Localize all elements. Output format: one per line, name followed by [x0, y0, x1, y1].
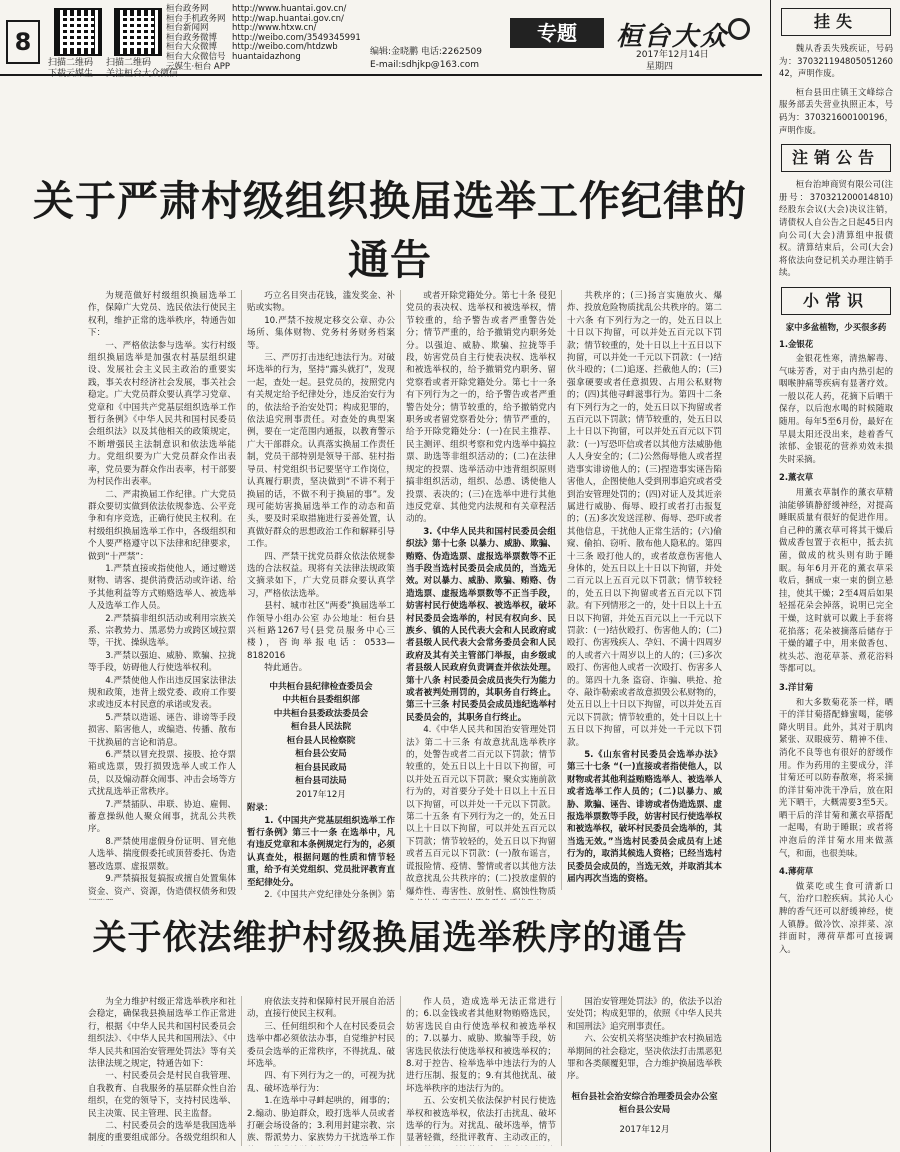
- notice2-column-2: 府依法支持和保障村民开展自治活动，直接行使民主权利。 三、任何组织和个人在村民委员会选举中都必须依法办事，自觉维护村民委员会选举的正常秩序，不得扰乱、破坏选举。 四、有下列行为之一的，可视为扰乱、破坏选举行为： 1.在选举中寻衅起哄的，闹事的；2.煽动、胁迫群众，殴打选举人员或者打砸会场设备的；3.利用封建宗教、宗族、帮派势力、家族势力干扰选举工作: [247, 997, 395, 1144]
- column-divider: [400, 996, 401, 1146]
- link-url[interactable]: http://weibo.com/3549345991: [232, 32, 361, 43]
- lost-notices: 魏从香丢失残疾证，号码为：370321194805051260 42，声明作废。 桓台县田庄镇王文峰综合服务部丢失营业执照正本，号码为：370321600100196，声明作废。: [779, 43, 893, 135]
- brand-logo: 桓台大众: [616, 22, 729, 52]
- issue-date: 2017年12月14日 星期四: [636, 50, 709, 72]
- notice1-column-3: 或者开除党籍处分。第七十条 侵犯党员的表决权、选举权和被选举权，情节较重的，给予警告或者严重警告处分；情节严重的，给予撤销党内职务处分。以强迫、威胁、欺骗、拉拢等手段，妨害党员自主行使表决权、选举权和被选举权的，给予撤销党内职务、留党察看或者开除党籍处分。第七十一条 有下列行为之一的，给予警告或者严重警告处分；情节较重的，给予撤销党内职务或者留党察看处分；情节严重的，给予开除党籍处分：(一)在民主推荐、民主测评、组织考察和党内选举中搞拉票、助选等非组织活动的；(二)在法律规定的投票、选举活动中违背组织原则搞非组织活动，组织、怂恿、诱使他人投票、表决的；(三)在选举中进行其他违反党章、其他党内法规和有关章程活动的。 3.《中华人民共和国村民委员会组织法》第十七条 以暴力、威胁、欺骗、贿赂、伪造选票、虚报选举票数等不正当手段当选村民委员会成员的，当选无效。对以暴力、威胁、欺骗、贿赂、伪造选票、虚报选举票数等不正当手段，妨害村民行使选举权、被选举权，破坏村民委员会选举的，村民有权向乡、民族乡、镇的人民代表大会和人民政府或者县级人民代表大会常务委员会和人民政府及其有关主管部门举报，由乡级或者县级人民政府负责调查并依法处理。第十八条 村民委员会成员丧失行为能力或者被判处刑罚的，其职务自行终止。第三十三条 村民委员会成员违纪选举村民委员会的，其职务自行终止。 4.《中华人民共和国治安管理处罚法》第二十三条 有故意扰乱选举秩序的，处警告或者二百元以下罚款；情节较重的，处五日以上十日以下拘留，可以并处五百元以下罚款；聚众实施前款行为的，对首要分子处十日以上十五日以下拘留，可以并处一千元以下罚款。第二十五条 有下列行为之一的，处五日以上十日以下拘留，可以并处五百元以下罚款；情节较轻的，处五日以下拘留或者五百元以下罚款：(一)散布谣言，谎报险情、疫情、警情或者以其他方法故意扰乱公共秩序的；(二)投放虚假的爆炸性、毒害性、放射性、腐蚀性物质: [406, 291, 556, 897]
- link-url: huantaidazhong: [232, 51, 301, 62]
- lost-notice-heading: 挂失: [781, 8, 891, 36]
- qr-code-wechat: [114, 8, 162, 56]
- notice2-column-3: 作人员，造成选举无法正常进行的；6.以金钱或者其他财物贿赂选民，妨害选民自由行使选举权和被选举权的；7.以暴力、威胁、欺骗等手段，妨害选民依法行使选举权和被选举权的；8.对于控告、检举选举中违法行为的人进行压制、报复的；9.有其他扰乱、破坏选举秩序的违法行为的。 五、公安机关依法保护村民行使选举权和被选举权，依法打击扰乱、破坏选举的行为。对扰乱、破坏选举，情节显著轻微，经批评教育、主动改正的，: [406, 997, 556, 1144]
- link-url[interactable]: http://weibo.com/htdzwb: [232, 42, 338, 53]
- cancel-notice-heading: 注销公告: [781, 144, 891, 172]
- media-links: [166, 5, 361, 72]
- link-row: 桓台政务微博 http://weibo.com/3549345991: [166, 32, 361, 43]
- notice2-column-1: 为全力维护村级正常选举秩序和社会稳定，确保我县换届选举工作正常进行，根据《中华人民共和国村民委员会组织法》、《中华人民共和国刑法》、《中华人民共和国治安管理处罚法》等有关法律法规之规定，特通告如下： 一、村民委员会是村民自我管理、自我教育、自我服务的基层群众性自治组织，在党的领导下，支持村民选举、民主决策、民主管理、民主监督。 二、村民委员会的选举是我国选举制度的重要组成部分。各级党组织和人: [88, 997, 236, 1144]
- link-url[interactable]: http://www.htxw.cn/: [232, 23, 317, 34]
- link-row: 桓台大众微信号 huantaidazhong: [166, 51, 301, 62]
- masthead: [0, 0, 762, 79]
- notice2-signers: 桓台县社会治安综合治理委员会办公室 桓台县公安局 2017年12月: [571, 1091, 718, 1135]
- notice2-column-4: 国治安管理处罚法》的，依法予以治安处罚；构成犯罪的，依照《中华人民共和国刑法》追究刑事责任。 六、公安机关将坚决维护农村换届选举期间的社会稳定，坚决依法打击黑恶犯罪和各类颠覆犯罪，合力维护换届选举秩序。 桓台县社会治安综合治理委员会办公室 桓台县公安局 2017年12月: [567, 996, 722, 1146]
- link-url[interactable]: http://wap.huantai.gov.cn/: [232, 13, 344, 24]
- link-row: 桓台新闻网 http://www.htxw.cn/: [166, 23, 317, 34]
- column-divider: [561, 290, 562, 890]
- tips-heading: 小常识: [781, 287, 891, 315]
- brand-emblem-icon: [728, 18, 750, 40]
- link-row: 桓台大众微博 http://weibo.com/htdzwb: [166, 42, 338, 53]
- cancel-notices: 桓台治坤商贸有限公司(注册号：370321200014810)经股东会议(大会)决议注销，请债权人自公告之日起45日内向公司(大会)清算组申报债权。清算结束后，公司(大会)将依法向登记机关办理注销手续。: [779, 179, 893, 278]
- email-link[interactable]: E-mail:sdhjkp@163.com: [370, 60, 480, 70]
- notice1-title: 关于严肃村级组织换届选举工作纪律的通告: [33, 177, 747, 284]
- link-row: 云媒生·桓台 APP: [166, 61, 230, 72]
- column-divider: [241, 290, 242, 890]
- qr-code-app: [54, 8, 102, 56]
- qr-caption-left: 扫描二维码 下载云媒生: [48, 58, 94, 79]
- section-tag: 专题: [510, 18, 604, 48]
- notice2-title: 关于依法维护村级换届选举秩序的通告: [92, 918, 688, 958]
- link-url[interactable]: http://www.huantai.gov.cn/: [232, 4, 347, 14]
- page-number: 8: [6, 20, 40, 64]
- classifieds-sidebar: [770, 0, 900, 1152]
- tips-section: 家中多盆植物，少买很多药 1.金银花 金银花性寒，清热解毒、气味芳香，对于由内热引起的咽喉肿痛等疾病有显著疗效。一般以花人药，花摘下后晒干保存，以后泡水喝的时候随取随用。每年5至6月份，最好在早晨太阳还没出来，趁着香气浓郁、金银花的营养劝效未损失时采摘。 2.薰衣草 用薰衣草制作的薰衣草精油能够镇静舒缓神经，对提高睡眠质量有很好的促进作用。自己种的薰衣草可将其干燥后做成香包置于衣柜中，抵去抗菌，做成的枕头则有助于睡眠。每年6月开花的薰衣草采收后，捆成一束一束的倒立悬挂，使其干燥；2至4周后如果轻摇花朵会掉落，说明已完全干燥，这时就可以戴上手套将花掐落；花朵被摘落后储存于干燥的罐子中，用来做香包、枕头芯、泡花草茶、煮花浴料等都可以。 3.洋甘菊 和大多数菊花茶一样，晒干的洋甘菊搭配蜂蜜喝，能够降火明目。此外，其对于肌肉紧张、双眼疲劳、精神不佳、消化不良等也有很好的舒缓作用。作为药用的主要成分，洋甘菊还可以防春散寒，将采摘的洋甘菊冲洗干净后，放在阳光下晒干，大概需要3至5天。晒干后的洋甘菊和薰衣草搭配一起喝，有助于睡眠；或者将冲泡后的洋甘菊水用来做蒸气，和面，也很美味。 4.薄荷草 做菜吃或生食可清新口气，治疗口腔疾病。其沁人心脾的香气还可以舒缓神经，使人镇静。做冷饮、凉拌菜、凉拌面时，薄荷草都可直接调入。: [779, 321, 893, 954]
- notice1-column-2: 巧立名目突击花钱，滥发奖金、补贴或实物。 10.严禁不按规定移交公章、办公场所、集体财物、党务村务财务档案等。 三、严厉打击违纪违法行为。对破坏选举的行为，坚持“露头就打”，发现一起，查处一起。县党员的，按照党内有关规定给予纪律处分，违反治安行为的，依法给予治安处罚；构成犯罪的，依法追究刑事责任。对查处的典型案例，要在一定范围内通报，以教育警示广大干部群众。认真落实换届工作责任制，党员干部特别是领导干部、驻村指导员、村党组织书记要坚守工作岗位，认真履行职责，坚决做到“不讲不利于换届的话，不做不利于换届的事”。发现可能妨害换届选举工作的动态和苗头，要及时采取措施进行妥善处置，认真做好群众的思想政治工作和解释引导工作。 四、严禁干扰党员群众依法依规参选的合法权益。现将有关法律法规政策文摘录如下，广大党员群众要认真学习，严格依法选举。 县村、城市社区“两委”换届选举工作领导小组办公室 办公地址：桓台县兴桓路1267号(县党员服务中心三楼)，咨询举报电话：0533—8182016 特此通告。 中共桓台县纪律检查委员会 中共桓台县委组织部 中共桓台县委政法委员会 桓台县人民法院 桓台县人民检察院 桓台县公安局 桓台县民政局 桓台县司法局 2017年12月 附录： 1.《中国共产党基层组织选举工作暂行条例》第三十一条 在选举中，凡有违反党章和本条例规定行为的，必须认真查处，根据问题的性质和情节轻重，给予有关党组织、党员批评教育直至纪律处分。 2.《中国共产党纪律处分条例》第: [247, 291, 395, 900]
- qr-caption-right: 扫描二维码 关注桓台大众微信: [106, 58, 179, 79]
- notice1-column-1: 为规范做好村级组织换届选举工作，保障广大党员、选民依法行使民主权利，维护正常的选举秩序，特通告如下： 一、严格依法参与选举。实行村级组织换届选举是加强农村基层组织建设、发展社会主义民主政治的重要实践，事关农村经济社会发展，事关社会稳定。广大党员群众要认真学习党章、党章和《中国共产党基层组织选举工作暂行条例》《中华人民共和国村民委员会组织法》以及其他相关的政策规定，不断增强民主法制意识和依法选举能力。党组织要为广大党员群众作出表率，党员要为群众作出表率，村干部要为村民作出表率。 二、严肃换届工作纪律。广大党员群众要切实做到依法依规参选、公平竞争和有序竞选，正确行使民主权利。在村级组织换届选举工作中，各级组织和个人要严格遵守以下法律和纪律要求，做到“十严禁”： 1.严禁直接或指使他人，通过赠送财物、请客、提供消费活动或许诺、给予其他利益等方式贿赂选举人、被选举人及选举工作人员。 2.严禁搞非组织活动或利用宗族关系、宗教势力、黑恶势力或跨区域拉票等，干扰、操纵选举。 3.严禁以强迫、威胁、欺骗、拉拢等手段，妨碍他人行使选举权利。 4.严禁使他人作出违反国家法律法规和政策，违背上级党委、政府工作要求或违反本村民意的承诺或发表。 5.严禁以造谣、诬告、诽谤等手段损害、陷害他人，或编造、传播、散布干扰换届的言论和消息。 6.严禁以冒充投票、接股、抢夺票箱或选票，毁打损毁选举人或工作人员，以及煽动群众闹事、冲击会场等方式扰乱选举正常秩序。 7.严禁插队、串联、协迫、雇佣、蓄意操纵他人聚众闹事，扰乱公共秩序。 8.严禁使用虚假身份证明、冒充他人选举、揣度假委托或顶替委托、伪造篡改选票、虚报票数。 9.严禁搞报复搞报或擅自处置集体资金、资产、资源，伪造债权债务和毁: [88, 291, 236, 897]
- column-divider: [241, 996, 242, 1146]
- column-divider: [561, 996, 562, 1146]
- notice1-column-4: 共秩序的；(三)扬言实施放火、爆炸、投放危险物质扰乱公共秩序的。第二十六条 有下列行为之一的，处五日以上十日以下拘留，可以并处五百元以下罚款；情节较重的，处十日以上十五日以下拘留，可以并处一千元以下罚款：(一)结伙斗殴的；(二)追逐、拦截他人的；(三)强拿硬要或者任意损毁、占用公私财物的；(四)其他寻衅滋事行为。第四十二条 有下列行为之一的，处五日以下拘留或者五百元以下罚款；情节较重的，处五日以上十日以下拘留，可以并处五百元以下罚款：(一)写恐吓信或者以其他方法威胁他人人身安全的；(二)公然侮辱他人或者捏造事实诽谤他人的；(三)捏造事实诬告陷害他人，企图使他人受到刑事追究或者受到治安管理处罚的；(四)对证人及其近亲属进行威胁、侮辱、殴打或者打击报复的；(五)多次发送淫秽、侮辱、恐吓或者其他信息，干扰他人正常生活的；(六)偷窥、偷拍、窃听、散布他人隐私的。第四十三条 殴打他人的，或者故意伤害他人身体的，处五日以上十日以下拘留，并处二百元以上五百元以下罚款；情节较轻的，处五日以下拘留或者五百元以下罚款。有下列情形之一的，处十日以上十五日以下拘留，并处五百元以上一千元以下罚款：(一)结伙殴打、伤害他人的；(二)殴打、伤害残疾人、孕妇、不满十四周岁的人或者六十周岁以上的人的；(三)多次殴打、伤害他人或者一次殴打、伤害多人的。第四十九条 盗窃、诈骗、哄抢、抢夺、敲诈勒索或者故意损毁公私财物的，处五日以上十日以下拘留，可以并处五百元以下罚款；情节较重的，处十日以上十五日以下拘留，可以并处一千元以下罚款。 5.《山东省村民委员会选举办法》第三十七条 “(一)直接或者指使他人，以财物或者其他利益贿赂选举人、被选举人或者选举工作人员的；(二)以暴力、威胁、欺骗、诬告、诽谤或者伪造选票、虚报选举票数等手段，妨害村民行使选举权和被选举权，破坏村民委员会选举的，其当选无效。”当选村民委员会成员有上述行为的，取消其候选人资格；已经当选村民委员会成员的，当选无效，并取消其本届内再次当选的资格。: [567, 291, 722, 885]
- editor-info: 编辑:金晓鹏 电话:2262509 E-mail:sdhjkp@163.com: [370, 47, 483, 70]
- link-row: 桓台手机政务网 http://wap.huantai.gov.cn/: [166, 13, 344, 24]
- link-row: 桓台政务网 http://www.huantai.gov.cn/: [166, 4, 347, 14]
- notice1-signers: 中共桓台县纪律检查委员会 中共桓台县委组织部 中共桓台县委政法委员会 桓台县人民法院 桓台县人民检察院 桓台县公安局 桓台县民政局 桓台县司法局 2017年12月: [269, 681, 373, 800]
- column-divider: [400, 290, 401, 890]
